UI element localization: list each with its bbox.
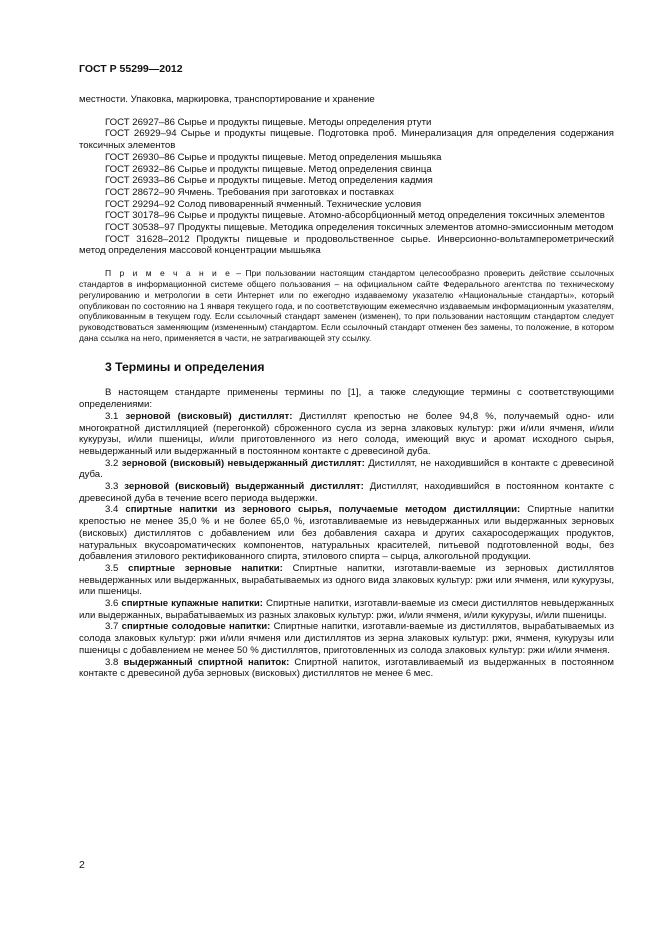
section-intro: В настоящем стандарте применены термины по [1], а также следующие термины с соответствующими определениями: bbox=[79, 387, 614, 411]
reference-item: ГОСТ 26930–86 Сырье и продукты пищевые. Метод определения мышьяка bbox=[105, 151, 442, 163]
term-text: Дистиллят, находившийся в постоянном контакте с древесиной дуба в течение всего периода выдержки. bbox=[79, 481, 614, 504]
term-name: зерновой (висковый) выдержанный дистиллят: bbox=[124, 481, 364, 493]
term-text: Спиртные напитки, изготавли-ваемые из дистиллятов, вырабатываемых из солода злаковых культур: ржи и/или ячменя или дистиллятов из зерна злаковых культур: ржи, ячменя, кукурузы или пшеницы с добавлением не менее 50 % дистиллятов, приготовленных из солода злаковых культур: ржи и/или ячменя. bbox=[79, 621, 614, 656]
term-number: 3.5 bbox=[105, 562, 129, 574]
reference-item: ГОСТ 26933–86 Сырье и продукты пищевые. Метод определения кадмия bbox=[105, 175, 433, 187]
note-text: – При пользовании настоящим стандартом целесообразно проверить действие ссылочных стандартов в информационной системе общего пользования – на официальном сайте Федерального агентства по техническому регулированию и метрологии в сети Интернет или по ежегодно издаваемому указателю «Национальные стандарты», который опубликован по состоянию на 1 января текущего года, и по соответствующим ежемесячно издаваемым информационным указателям, опубликованным в текущем году. Если ссылочный стандарт заменен (изменен), то при пользовании настоящим стандартом следует руководствоваться заменяющим (измененным) стандартом. Если ссылочный стандарт отменен без замены, то положение, в котором дана ссылка на него, применяется в части, не затрагивающей эту ссылку. bbox=[79, 268, 614, 343]
references-list bbox=[79, 117, 614, 257]
term-definition bbox=[79, 598, 614, 621]
reference-item: ГОСТ 31628–2012 Продукты пищевые и продовольственное сырье. Инверсионно-вольтамперометрический метод определения массовой концентрации мышьяка bbox=[79, 233, 614, 257]
document-body bbox=[79, 94, 614, 680]
term-text: Спиртные напитки крепостью не менее 35,0 % и не более 65,0 %, изготавливаемые из невыдержанных или выдержанных зерновых (висковых) дистиллятов с добавлением или без добавления сахара и других сахаросодержащих продуктов, натуральных вкусоароматических компонентов, натуральных красителей, питьевой подготовленной воды, без добавления этилового ректификованного спирта, этилового спирта – сырца, алкогольной продукции. bbox=[79, 504, 614, 563]
term-name: спиртные зерновые напитки: bbox=[128, 562, 283, 574]
terms-list bbox=[79, 411, 614, 680]
term-text: Спиртные напитки, изготавли-ваемые из смеси дистиллятов невыдержанных или выдержанных, вырабатываемых из разных злаковых культур: ржи, и/или ячменя, и/или кукурузы, и/или пшеницы. bbox=[79, 598, 614, 621]
note-paragraph bbox=[79, 268, 614, 344]
term-number: 3.2 bbox=[105, 457, 122, 469]
term-definition bbox=[79, 504, 614, 563]
section-title: 3 Термины и определения bbox=[105, 359, 265, 374]
term-name: выдержанный спиртной напиток: bbox=[123, 656, 290, 668]
term-number: 3.8 bbox=[105, 656, 124, 668]
term-number: 3.1 bbox=[105, 410, 126, 422]
term-number: 3.6 bbox=[105, 598, 122, 610]
term-number: 3.4 bbox=[105, 504, 126, 516]
reference-item: ГОСТ 26929–94 Сырье и продукты пищевые. Подготовка проб. Минерализация для определения содержания токсичных элементов bbox=[79, 128, 614, 152]
document-header: ГОСТ Р 55299—2012 bbox=[79, 63, 183, 75]
term-number: 3.3 bbox=[105, 481, 125, 493]
reference-item: ГОСТ 30538–97 Продукты пищевые. Методика определения токсичных элементов атомно-эмиссионным методом bbox=[105, 222, 614, 234]
term-text: Спиртной напиток, изготавливаемый из выдержанных в постоянном контакте с древесиной дуба зерновых (висковых) дистиллятов не менее 6 мес. bbox=[79, 656, 614, 680]
term-definition bbox=[79, 458, 614, 481]
note-label: П р и м е ч а н и е bbox=[105, 268, 232, 279]
term-text: Дистиллят, не находившийся в контакте с древесиной дуба. bbox=[79, 457, 614, 481]
term-definition bbox=[79, 411, 614, 458]
reference-item: ГОСТ 26932–86 Сырье и продукты пищевые. Метод определения свинца bbox=[105, 163, 432, 175]
reference-item: ГОСТ 26927–86 Сырье и продукты пищевые. Методы определения ртути bbox=[105, 116, 432, 128]
term-definition bbox=[79, 621, 614, 656]
term-text: Спиртные напитки, изготавли-ваемые из зерновых дистиллятов невыдержанных или выдержанных, вырабатываемых из одного вида злаковых культур: ржи или ячменя, или кукурузы, или пшеницы. bbox=[79, 562, 614, 598]
reference-item: ГОСТ 29294–92 Солод пивоваренный ячменный. Технические условия bbox=[105, 198, 422, 210]
term-name: спиртные солодовые напитки: bbox=[121, 621, 271, 633]
term-text: Дистиллят крепостью не более 94,8 %, получаемый одно- или многократной дистилляцией (перегонкой) сброженного сусла из зерна злаковых культур: ржи и/или ячменя, и/или кукурузы, и/или пшеницы, и/или приготовленного из него солода, имеющий вкус и аромат исходного сырья, невыдержанный или выдержанный в постоянном контакте с древесиной дуба. bbox=[79, 410, 614, 457]
reference-item: ГОСТ 30178–96 Сырье и продукты пищевые. Атомно-абсорбционный метод определения токсичных элементов bbox=[105, 210, 605, 222]
term-name: зерновой (висковый) дистиллят: bbox=[125, 410, 293, 422]
term-definition bbox=[79, 657, 614, 680]
reference-item: ГОСТ 28672–90 Ячмень. Требования при заготовках и поставках bbox=[105, 186, 394, 198]
term-name: спиртные купажные напитки: bbox=[121, 598, 263, 610]
term-name: зерновой (висковый) невыдержанный дистиллят: bbox=[121, 457, 365, 469]
term-definition bbox=[79, 481, 614, 504]
intro-line: местности. Упаковка, маркировка, транспортирование и хранение bbox=[79, 94, 375, 105]
page-number: 2 bbox=[79, 859, 85, 871]
term-definition bbox=[79, 563, 614, 598]
term-number: 3.7 bbox=[105, 621, 122, 633]
term-name: спиртные напитки из зернового сырья, получаемые методом дистилляции: bbox=[125, 504, 521, 516]
